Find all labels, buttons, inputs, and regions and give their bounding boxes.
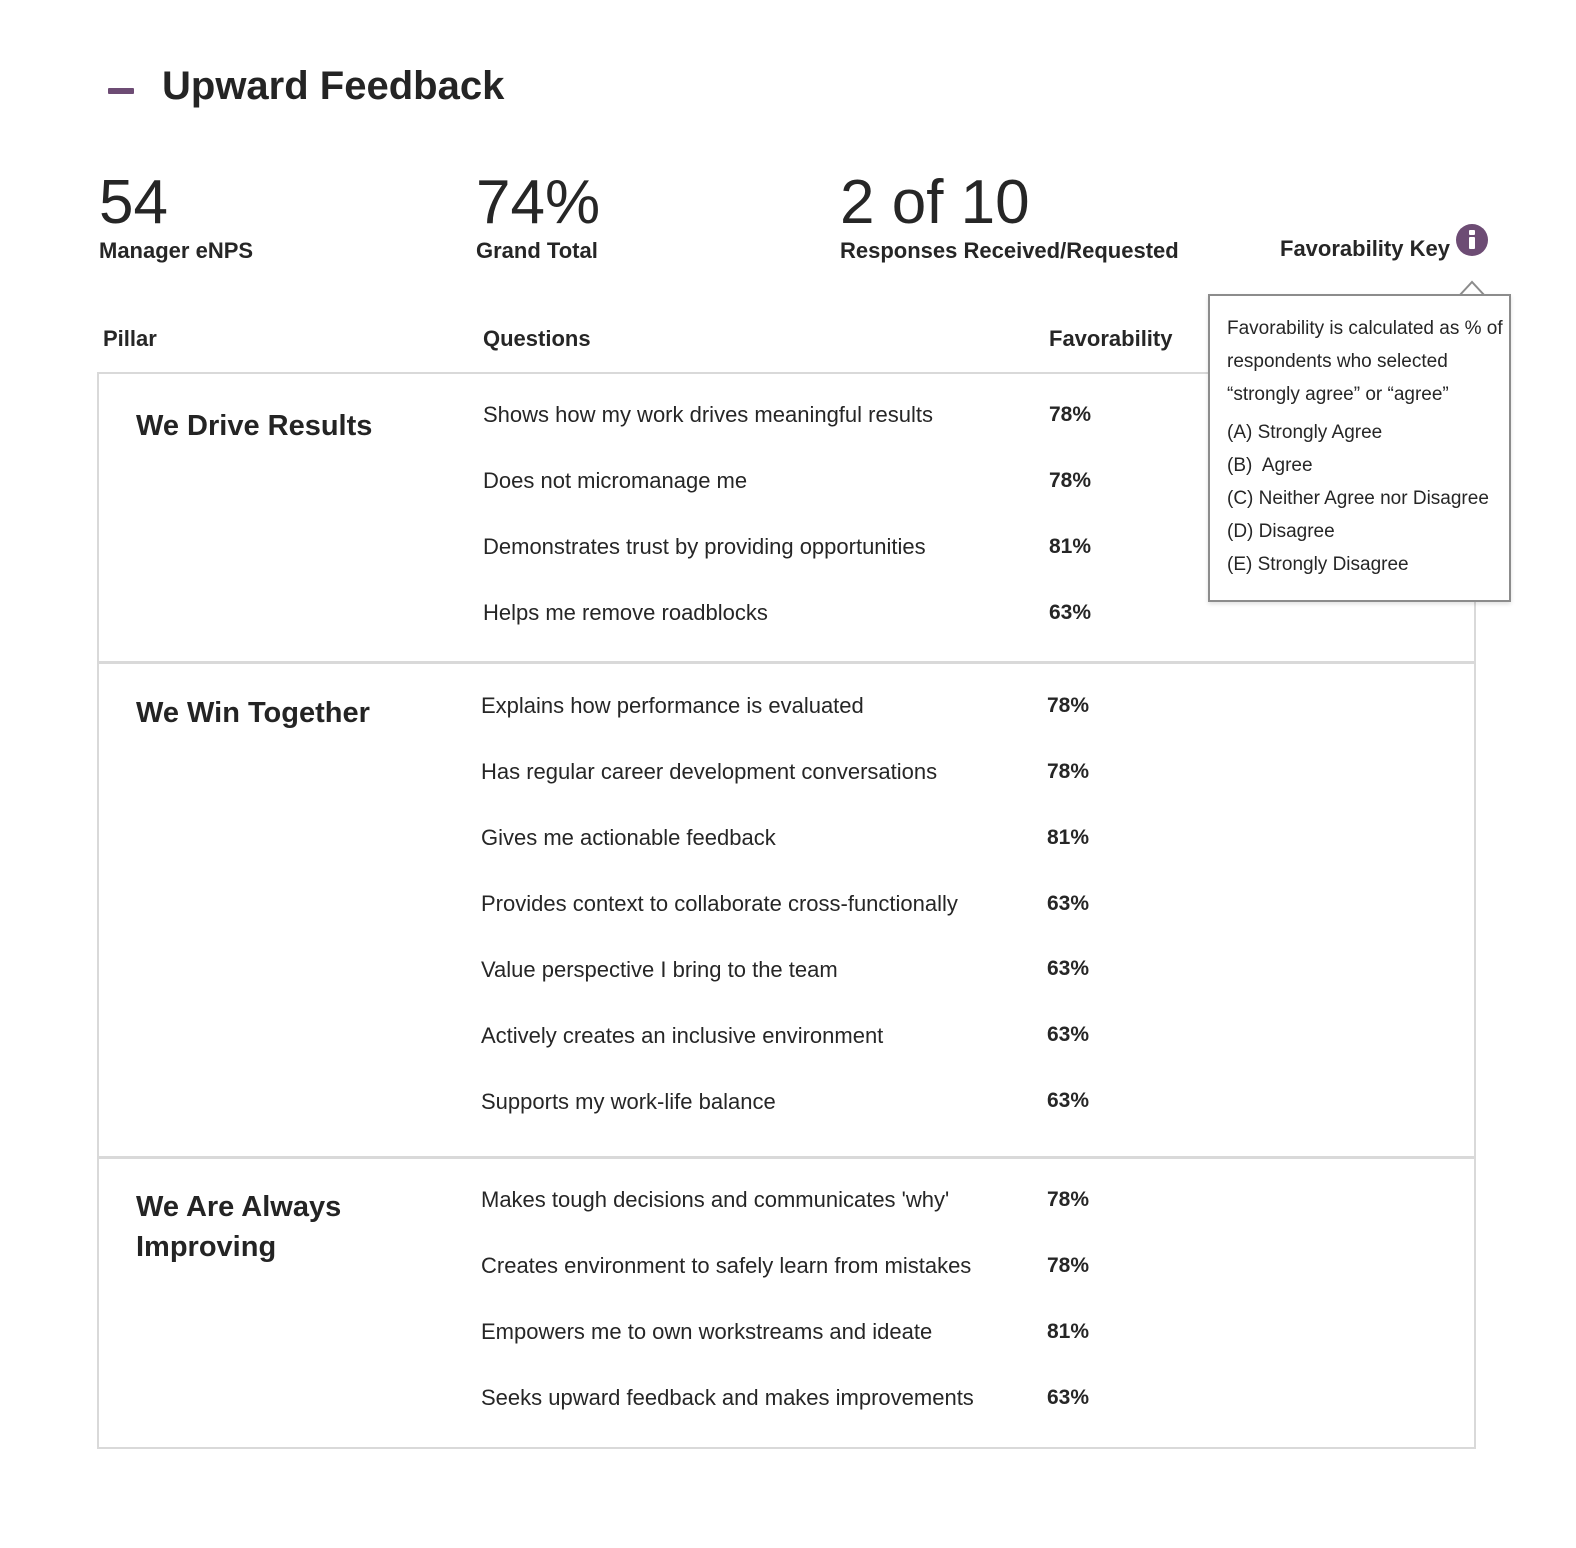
pillar-divider	[97, 661, 1476, 664]
favorability-option: (E) Strongly Disagree	[1227, 554, 1409, 575]
favorability-value: 63%	[1047, 1386, 1090, 1409]
question-text: Actively creates an inclusive environment	[481, 1023, 884, 1048]
favorability-description: Favorability is calculated as % of respondents who selected “strongly agree” or “agree”	[1227, 318, 1503, 405]
favorability-value: 78%	[1047, 760, 1090, 783]
column-header-questions: Questions	[483, 326, 591, 351]
info-icon-stem	[1469, 237, 1475, 249]
favorability-option: (B) Agree	[1227, 455, 1313, 476]
stat-manager-enps	[99, 170, 253, 264]
favorability-value: 63%	[1047, 957, 1090, 980]
question-text: Helps me remove roadblocks	[483, 600, 768, 625]
question-text: Has regular career development conversations	[481, 759, 938, 784]
minus-icon	[108, 88, 134, 94]
favorability-option: (D) Disagree	[1227, 521, 1335, 542]
favorability-value: 63%	[1047, 892, 1090, 915]
collapse-section-button[interactable]	[104, 78, 138, 106]
question-text: Empowers me to own workstreams and ideate	[481, 1319, 933, 1344]
question-text: Supports my work-life balance	[481, 1089, 776, 1114]
favorability-option: (A) Strongly Agree	[1227, 422, 1383, 443]
favorability-value: 81%	[1047, 1320, 1090, 1343]
favorability-value: 63%	[1047, 1089, 1090, 1112]
question-text: Makes tough decisions and communicates 'why'	[481, 1187, 950, 1212]
info-icon[interactable]	[1456, 224, 1488, 256]
stat-label: Responses Received/Requested	[840, 238, 1179, 263]
favorability-value: 78%	[1047, 1254, 1090, 1277]
question-text: Explains how performance is evaluated	[481, 693, 864, 718]
favorability-value: 78%	[1047, 694, 1090, 717]
question-text: Demonstrates trust by providing opportunities	[483, 534, 926, 559]
question-text: Seeks upward feedback and makes improvements	[481, 1385, 974, 1410]
pillar-name: We Win Together	[136, 697, 370, 729]
favorability-value: 63%	[1047, 1023, 1090, 1046]
stat-value: 2 of 10	[840, 168, 1030, 237]
stat-value: 74%	[476, 168, 601, 237]
question-text: Provides context to collaborate cross-functionally	[481, 891, 958, 916]
question-text: Gives me actionable feedback	[481, 825, 776, 850]
question-text: Does not micromanage me	[483, 468, 748, 493]
page-title: Upward Feedback	[162, 64, 505, 108]
pillar-name: We Are Always Improving	[136, 1191, 342, 1263]
favorability-key-label: Favorability Key	[1280, 236, 1450, 261]
question-text: Shows how my work drives meaningful results	[483, 402, 933, 427]
pillar-divider	[97, 1156, 1476, 1159]
stat-grand-total	[476, 170, 600, 264]
favorability-key-popover	[1208, 294, 1511, 602]
stat-label: Manager eNPS	[99, 238, 254, 263]
column-header-pillar: Pillar	[103, 326, 157, 351]
column-header-favorability: Favorability	[1049, 326, 1173, 351]
info-icon-dot	[1469, 230, 1475, 235]
favorability-value: 63%	[1049, 601, 1092, 624]
favorability-value: 81%	[1047, 826, 1090, 849]
stat-label: Grand Total	[476, 238, 598, 263]
question-text: Value perspective I bring to the team	[481, 957, 838, 982]
stat-value: 54	[99, 168, 168, 237]
stat-responses	[840, 170, 1179, 264]
favorability-value: 78%	[1049, 403, 1092, 426]
question-text: Creates environment to safely learn from mistakes	[481, 1253, 972, 1278]
favorability-value: 81%	[1049, 535, 1092, 558]
favorability-value: 78%	[1047, 1188, 1090, 1211]
favorability-option: (C) Neither Agree nor Disagree	[1227, 488, 1489, 509]
pillar-name: We Drive Results	[136, 410, 373, 442]
favorability-value: 78%	[1049, 469, 1092, 492]
